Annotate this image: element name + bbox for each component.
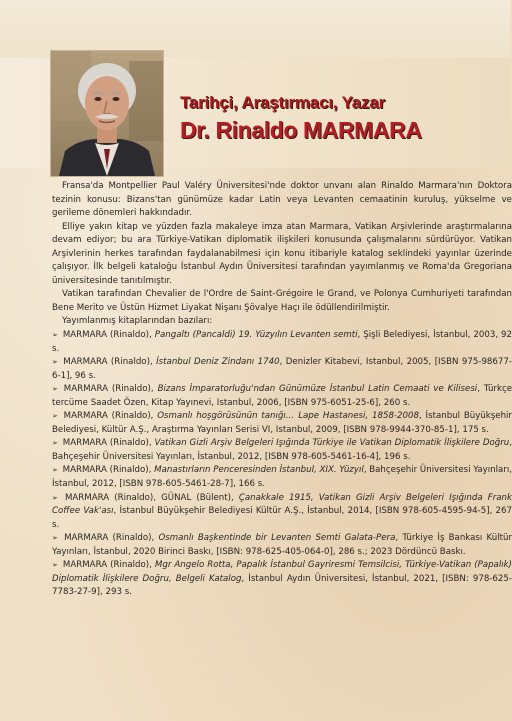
- book-item: [52, 356, 512, 383]
- book-details: , Bahçeşehir Üniversitesi Yayınları, İstanbul, 2012, [ISBN 978-605-5461-16-4], 196 s.: [52, 438, 512, 462]
- book-title: Çanakkale 1915, Vatikan Gizli Arşiv Belgeleri Işığında Frank Coffee Vak'ası: [52, 492, 512, 517]
- book-details: , Türkiye İş Bankası Kültür Yayınları, İstanbul, 2020 Birinci Baskı, [ISBN: 978-625-405-064-0], 286 s.; 2023 Dördüncü Baskı.: [52, 533, 512, 557]
- book-list: [52, 329, 512, 600]
- arrow-bullet-icon: ➢: [52, 561, 58, 570]
- author-name: Dr. Rinaldo MARMARA: [180, 117, 422, 143]
- book-author: MARMARA (Rinaldo), GÜNAL (Bülent),: [59, 492, 239, 503]
- book-details: , Türkçe tercüme Saadet Özen, Kitap Yayınevi, Istanbul, 2006, [ISBN 975-6051-25-6], 260 s.: [52, 384, 512, 408]
- book-details: , Şişli Belediyesi, İstanbul, 2003, 92 s.: [52, 330, 512, 354]
- book-title: Vatikan Gizli Arşiv Belgeleri Işığında Türkiye ile Vatikan Diplomatik İlişkilere Doğru: [154, 438, 510, 449]
- arrow-bullet-icon: ➢: [52, 412, 58, 421]
- book-author: MARMARA (Rinaldo),: [59, 384, 158, 395]
- book-title: Mgr Angelo Rotta, Papalık İstanbul Gayriresmi Temsilcisi, Türkiye-Vatikan (Papalık) Diplomatik İlişkilere Doğru, Belgeli Katalog: [52, 560, 512, 584]
- book-details: , Bahçeşehir Üniversitesi Yayınları, İstanbul, 2012, [ISBN 978-605-5461-28-7], 166 s.: [52, 465, 512, 490]
- book-author: MARMARA (Rinaldo),: [59, 465, 155, 476]
- biography-paragraph: Vatikan tarafından Chevalier de l'Ordre de Saint-Grégoire le Grand, ve Polonya Cumhuriyeti tarafından Bene Merito ve Üstün Hizmet Liyakat Nişanı Şövalye Haçı ile ödüllendirilmiştir.: [52, 289, 512, 313]
- book-title: Osmanlı Başkentinde bir Levanten Semti Galata-Pera: [158, 533, 396, 544]
- book-author: MARMARA (Rinaldo),: [59, 411, 158, 422]
- book-author: MARMARA (Rinaldo),: [59, 533, 159, 544]
- book-item: [52, 559, 512, 600]
- book-details: , İstanbul Aydın Üniversitesi, İstanbul, 2021, [ISBN: 978-625-7783-27-9], 293 s.: [52, 573, 512, 598]
- arrow-bullet-icon: ➢: [52, 466, 58, 475]
- arrow-bullet-icon: ➢: [52, 358, 58, 367]
- biography-paragraph: Elliye yakın kitap ve yüzden fazla makaleye imza atan Marmara, Vatikan Arşivlerinde araştırmalarına devam ediyor; bu ara Türkiye-Vatikan diplomatik ilişkileri konusunda çalışmalarını sürdürüyor. Vatikan Arşivlerinin herkes tarafından faydalanabilmesi için konu itibariyle katalog seklindeki yayınlar üzerinde çalışıyor. İlk belgeli kataloğu İstanbul Aydın Üniversitesi tarafından yayımlanmış ve Roma'da Gregoriana üniversitesinde tanıtılmıştır.: [52, 221, 512, 286]
- arrow-bullet-icon: ➢: [52, 439, 58, 448]
- books-heading: Yayımlanmış kitaplarından bazıları:: [62, 316, 213, 327]
- book-item: [52, 329, 512, 356]
- book-title: Osmanlı hoşgörüsünün tanığı… Lape Hastanesi, 1858-2008: [157, 411, 419, 422]
- book-title: İstanbul Deniz Zindanı 1740: [156, 357, 280, 368]
- biography-paragraph: Fransa'da Montpellier Paul Valéry Üniversitesi'nde doktor unvanı alan Rinaldo Marmara'nın Doktora tezinin konusu: Bizans'tan günümüze kadar Latin veya Levanten cemaatinin kuruluş, yükselme ve gerileme dönemleri hakkındadır.: [52, 181, 512, 219]
- arrow-bullet-icon: ➢: [52, 385, 58, 394]
- arrow-bullet-icon: ➢: [52, 331, 58, 340]
- book-author: MARMARA (Rinaldo),: [59, 357, 157, 368]
- book-details: , İstanbul Büyükşehir Belediyesi, Kültür A.Ş., Araştırma Yayınları Serisi VI, Istanbul, 2009, [ISBN 978-9944-370-85-1], 175 s.: [52, 411, 512, 435]
- book-author: MARMARA (Rinaldo),: [59, 560, 155, 571]
- book-title: Pangaltı (Pancaldi) 19. Yüzyılın Levanten semti: [154, 330, 358, 341]
- biography-body: [52, 180, 512, 600]
- book-item: [52, 383, 512, 410]
- book-item: [52, 492, 512, 533]
- author-role-title: Tarihçi, Araştırmacı, Yazar: [180, 93, 386, 112]
- book-author: MARMARA (Rinaldo),: [59, 438, 155, 449]
- book-details: , İstanbul Büyükşehir Belediyesi Kültür A.Ş., İstanbul, 2014, [ISBN 978-605-4595-94-5], 267 s.: [52, 506, 512, 530]
- book-item: [52, 532, 512, 559]
- book-item: [52, 410, 512, 437]
- arrow-bullet-icon: ➢: [52, 493, 58, 502]
- book-title: Bizans İmparatorluğu'ndan Günümüze İstanbul Latin Cemaati ve Kilisesi: [157, 384, 478, 395]
- book-item: [52, 464, 512, 491]
- author-portrait: [50, 50, 164, 177]
- book-details: , Denizler Kitabevi, Istanbul, 2005, [ISBN 975-98677-6-1], 96 s.: [52, 357, 512, 381]
- arrow-bullet-icon: ➢: [52, 534, 58, 543]
- book-item: [52, 437, 512, 464]
- book-title: Manastırların Penceresinden İstanbul, XIX. Yüzyıl: [154, 465, 364, 476]
- book-author: MARMARA (Rinaldo),: [59, 330, 155, 341]
